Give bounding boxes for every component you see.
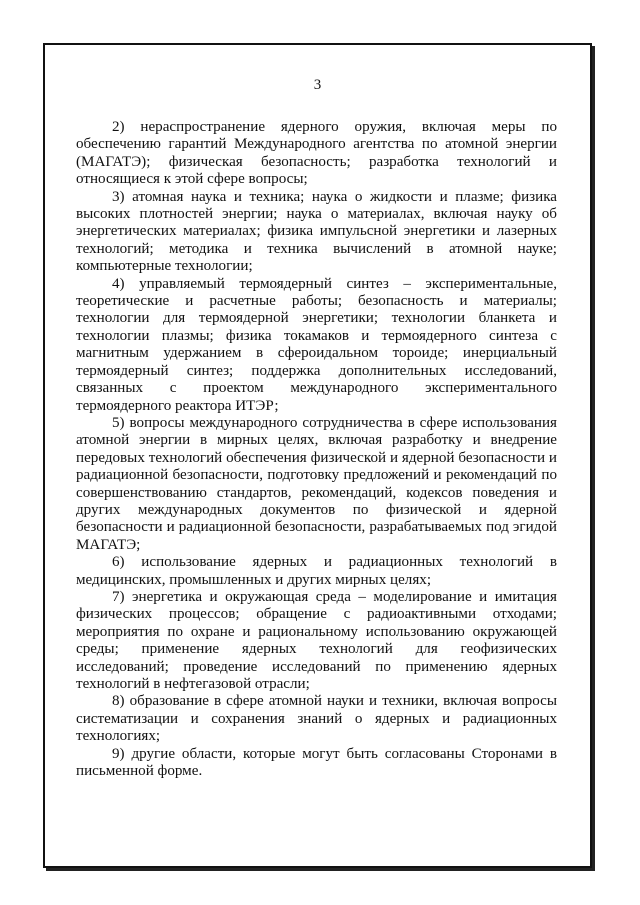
document-page: [43, 43, 592, 868]
paragraph-item-6: 6) использование ядерных и радиационных технологий в медицинских, промышленных и других мирных целях;: [76, 554, 557, 588]
paragraph-item-9: 9) другие области, которые могут быть согласованы Сторонами в письменной форме.: [76, 745, 557, 780]
page-number: 3: [313, 77, 322, 93]
paragraph-item-2: 2) нераспространение ядерного оружия, включая меры по обеспечению гарантий Международного агентства по атомной энергии (МАГАТЭ); физическая безопасность; разработка технологий и относящиеся к этой сфере вопросы;: [76, 119, 557, 188]
paragraph-item-4: 4) управляемый термоядерный синтез – экспериментальные, теоретические и расчетные работы; безопасность и материалы; технологии для термоядерной энергетики; технологии бланкета и технологии плазмы; физика токамаков и термоядерного синтеза с магнитным удержанием в сфероидальном тороиде; инерциальный термоядерный синтез; поддержка дополнительных исследований, связанных с проектом международного экспериментального термоядерного реактора ИТЭР;: [76, 275, 557, 414]
paragraph-item-3: 3) атомная наука и техника; наука о жидкости и плазме; физика высоких плотностей энергии; наука о материалах, включая науку об энергетических материалах; физика импульсной энергетики и лазерных технологий; методика и техника вычислений в атомной науке; компьютерные технологии;: [76, 188, 557, 275]
paragraph-item-7: 7) энергетика и окружающая среда – моделирование и имитация физических процессов; обращение с радиоактивными отходами; мероприятия по охране и рациональному использованию окружающей среды; применение ядерных технологий для геофизических исследований; проведение исследований по применению ядерных технологий в нефтегазовой отрасли;: [76, 588, 557, 692]
paragraph-item-8: 8) образование в сфере атомной науки и техники, включая вопросы систематизации и сохранения знаний о ядерных и радиационных технологиях;: [76, 693, 557, 745]
document-body: [76, 119, 557, 780]
paragraph-item-5: 5) вопросы международного сотрудничества в сфере использования атомной энергии в мирных целях, включая разработку и внедрение передовых технологий обеспечения физической и ядерной безопасности и радиационной безопасности, подготовку предложений и рекомендаций по совершенствованию стандартов, рекомендаций, кодексов поведения и других международных документов по физической и ядерной безопасности и радиационной безопасности, разрабатываемых под эгидой МАГАТЭ;: [76, 414, 557, 553]
